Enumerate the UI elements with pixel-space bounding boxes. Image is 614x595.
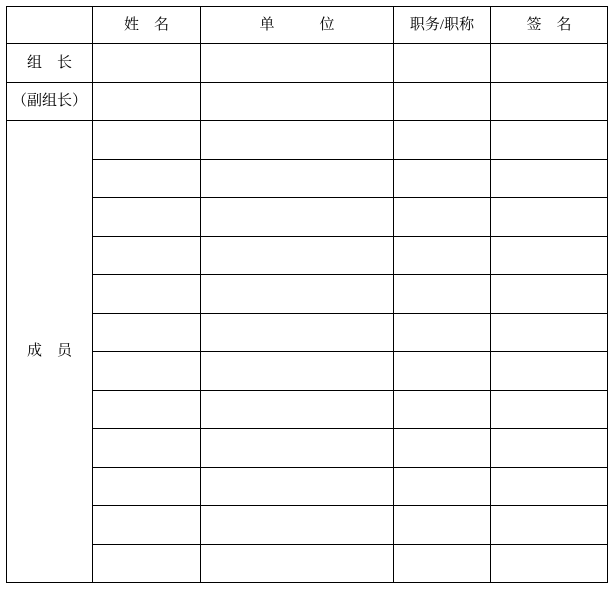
empty-cell-signature [491, 121, 608, 160]
empty-cell-signature [491, 429, 608, 468]
empty-cell-signature [491, 352, 608, 391]
empty-cell-name [93, 121, 201, 160]
empty-cell-unit [201, 390, 394, 429]
empty-cell-signature [491, 159, 608, 198]
empty-cell-title [394, 390, 491, 429]
empty-cell-signature [491, 44, 608, 83]
empty-cell-unit [201, 313, 394, 352]
empty-cell-title [394, 121, 491, 160]
table-header [7, 7, 608, 44]
table-row [7, 236, 608, 275]
table-row [7, 467, 608, 506]
empty-cell-title [394, 429, 491, 468]
table-body [7, 44, 608, 583]
empty-cell-title [394, 352, 491, 391]
empty-cell-name [93, 544, 201, 583]
empty-cell-signature [491, 83, 608, 121]
empty-cell-name [93, 429, 201, 468]
empty-cell-signature [491, 198, 608, 237]
empty-cell-name [93, 390, 201, 429]
empty-cell-signature [491, 390, 608, 429]
empty-cell-signature [491, 544, 608, 583]
empty-cell-title [394, 275, 491, 314]
empty-cell-title [394, 506, 491, 545]
table-row [7, 159, 608, 198]
empty-cell-title [394, 44, 491, 83]
empty-cell-unit [201, 121, 394, 160]
empty-cell-unit [201, 275, 394, 314]
column-header: 职务/职称 [394, 7, 491, 44]
empty-cell-name [93, 352, 201, 391]
table-row [7, 313, 608, 352]
empty-cell-signature [491, 275, 608, 314]
column-header: 姓 名 [93, 7, 201, 44]
empty-cell-signature [491, 313, 608, 352]
table-row [7, 198, 608, 237]
empty-cell-unit [201, 159, 394, 198]
table-row [7, 429, 608, 468]
table-row [7, 544, 608, 583]
empty-cell-unit [201, 429, 394, 468]
column-header: 签 名 [491, 7, 608, 44]
empty-cell-title [394, 544, 491, 583]
empty-cell-title [394, 467, 491, 506]
empty-cell-signature [491, 506, 608, 545]
empty-cell-title [394, 83, 491, 121]
table-row [7, 44, 608, 83]
column-header: 单 位 [201, 7, 394, 44]
table-row [7, 7, 608, 44]
empty-cell-unit [201, 236, 394, 275]
empty-cell-unit [201, 83, 394, 121]
table-row [7, 121, 608, 160]
empty-cell-name [93, 44, 201, 83]
empty-cell-name [93, 467, 201, 506]
empty-cell-title [394, 236, 491, 275]
empty-cell-unit [201, 44, 394, 83]
empty-cell-name [93, 236, 201, 275]
table-row [7, 390, 608, 429]
row-label-members: 成 员 [7, 121, 93, 583]
table-row [7, 83, 608, 121]
empty-cell-name [93, 313, 201, 352]
empty-cell-name [93, 159, 201, 198]
empty-cell-name [93, 83, 201, 121]
empty-cell-unit [201, 352, 394, 391]
empty-cell-title [394, 198, 491, 237]
corner-cell [7, 7, 93, 44]
empty-cell-title [394, 313, 491, 352]
table-row [7, 506, 608, 545]
signature-form-table [6, 6, 608, 583]
empty-cell-name [93, 506, 201, 545]
empty-cell-name [93, 275, 201, 314]
empty-cell-title [394, 159, 491, 198]
empty-cell-unit [201, 467, 394, 506]
empty-cell-signature [491, 467, 608, 506]
row-label-leader: 组 长 [7, 44, 93, 83]
empty-cell-unit [201, 506, 394, 545]
row-label-deputy-leader: （副组长） [7, 83, 93, 121]
table-row [7, 352, 608, 391]
empty-cell-unit [201, 198, 394, 237]
empty-cell-signature [491, 236, 608, 275]
empty-cell-name [93, 198, 201, 237]
empty-cell-unit [201, 544, 394, 583]
table-row [7, 275, 608, 314]
